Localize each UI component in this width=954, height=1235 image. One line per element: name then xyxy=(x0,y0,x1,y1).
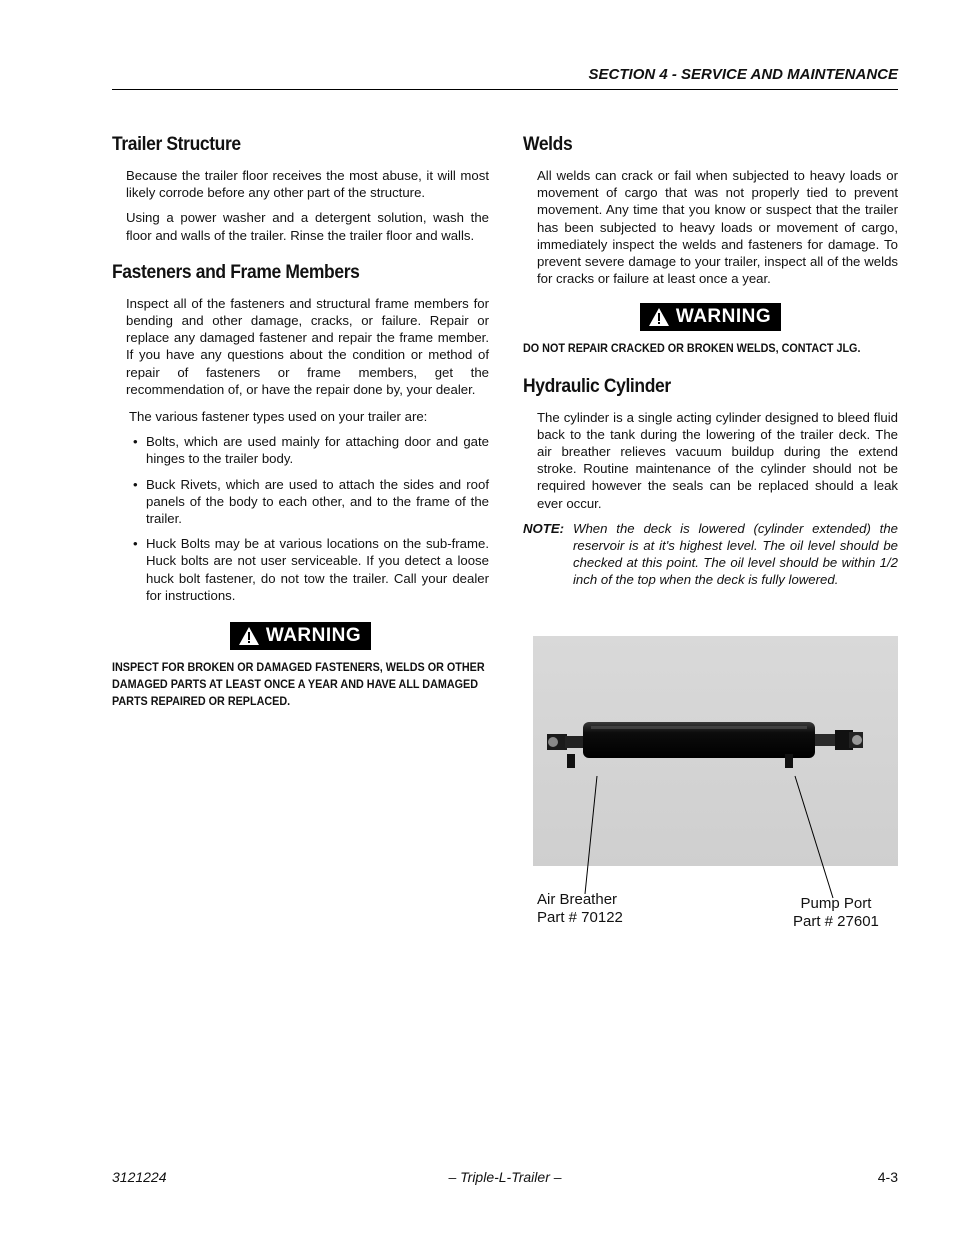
warning-triangle-icon xyxy=(648,307,670,327)
warning-text: DO NOT REPAIR CRACKED OR BROKEN WELDS, CONTACT JLG. xyxy=(523,342,861,356)
warning-triangle-icon xyxy=(238,626,260,646)
warning-label: WARNING xyxy=(675,306,772,328)
warning-banner xyxy=(112,622,489,651)
page-number: 4-3 xyxy=(877,1169,898,1185)
heading-welds: Welds xyxy=(523,134,573,155)
warning-box xyxy=(230,622,371,650)
document-title: – Triple-L-Trailer – xyxy=(448,1169,562,1185)
page-header xyxy=(112,64,898,90)
welds-paragraph: All welds can crack or fail when subjected to heavy loads or movement of cargo that was not properly tied to prevent movement. Any time that you know or suspect that the trailer has been subjected to heavy loads or movement of cargo, immediately inspect the welds and fasteners for damage. To prevent severe damage to your trailer, inspect all of the welds for cracks or failure at least once a year. xyxy=(537,168,898,287)
trailer-structure-paragraph-1: Because the trailer floor receives the most abuse, it will most likely corrode before any other part of the structure. xyxy=(126,168,489,201)
list-item: • Buck Rivets, which are used to attach the sides and roof panels of the body to each other, and to the frame of the trailer. xyxy=(133,476,489,527)
fasteners-paragraph-1: Inspect all of the fasteners and structural frame members for bending and other damage, cracks, or failure. Repair or replace any damaged fastener and repair the frame member. If you have any questions about the condition or method of repair of fasteners or frame members, get the recommendation of, or have the repair done by, your dealer. xyxy=(126,295,489,397)
note xyxy=(523,520,898,589)
left-column xyxy=(112,128,489,711)
list-item: • Huck Bolts may be at various locations on the sub-frame. Huck bolts are not user serviceable. If you detect a loose huck bolt fastener, do not tow the trailer. Call your dealer for instructions. xyxy=(133,536,489,603)
heading-trailer-structure: Trailer Structure xyxy=(112,134,241,155)
note-text: When the deck is lowered (cylinder extended) the reservoir is at it's highest level. The oil level should be checked at this point. The oil level should be within 1/2 inch of the top when the deck is fully lowered. xyxy=(573,520,898,588)
warning-banner xyxy=(523,303,898,332)
warning-text: INSPECT FOR BROKEN OR DAMAGED FASTENERS, WELDS OR OTHER DAMAGED PARTS AT LEAST ONCE A YEAR AND HAVE ALL DAMAGED PARTS REPAIRED OR REPLACED. xyxy=(112,661,485,709)
callout-label: Air Breather xyxy=(537,891,618,908)
warning-box xyxy=(640,303,781,331)
bullet-text: Buck Rivets, which are used to attach the sides and roof panels of the body to each other, and to the frame of the trailer. xyxy=(146,476,489,527)
hydraulic-paragraph: The cylinder is a single acting cylinder designed to bleed fluid back to the tank during the lowering of the trailer deck. The air breather relieves vacuum buildup during the extend stroke. Routine maintenance of the cylinder should not be required however the seals can be replaced should a leak ever occur. xyxy=(537,409,898,511)
hydraulic-cylinder-figure xyxy=(533,636,898,936)
heading-hydraulic-cylinder: Hydraulic Cylinder xyxy=(523,375,671,397)
right-column xyxy=(523,128,898,589)
bullet-text: Bolts, which are used mainly for attaching door and gate hinges to the trailer body. xyxy=(146,434,489,467)
fasteners-paragraph-2: The various fastener types used on your trailer are: xyxy=(129,409,428,425)
callout-pump-port xyxy=(793,895,879,931)
section-title: SECTION 4 - SERVICE AND MAINTENANCE xyxy=(588,66,898,83)
note-label: NOTE: xyxy=(523,520,565,536)
trailer-structure-paragraph-2: Using a power washer and a detergent solution, wash the floor and walls of the trailer. Rinse the trailer floor and walls. xyxy=(126,210,489,243)
callout-part-number: Part # 27601 xyxy=(793,913,879,930)
list-item: • Bolts, which are used mainly for attaching door and gate hinges to the trailer body. xyxy=(133,434,489,467)
fastener-types-list xyxy=(112,433,489,604)
callout-air-breather xyxy=(537,891,623,927)
callout-label: Pump Port xyxy=(800,895,872,912)
bullet-text: Huck Bolts may be at various locations on the sub-frame. Huck bolts are not user serviceable. If you detect a loose huck bolt fastener, do not tow the trailer. Call your dealer for instructions. xyxy=(146,536,489,603)
heading-fasteners: Fasteners and Frame Members xyxy=(112,261,360,283)
document-number: 3121224 xyxy=(112,1169,167,1185)
callout-part-number: Part # 70122 xyxy=(537,909,623,926)
warning-label: WARNING xyxy=(265,625,362,647)
